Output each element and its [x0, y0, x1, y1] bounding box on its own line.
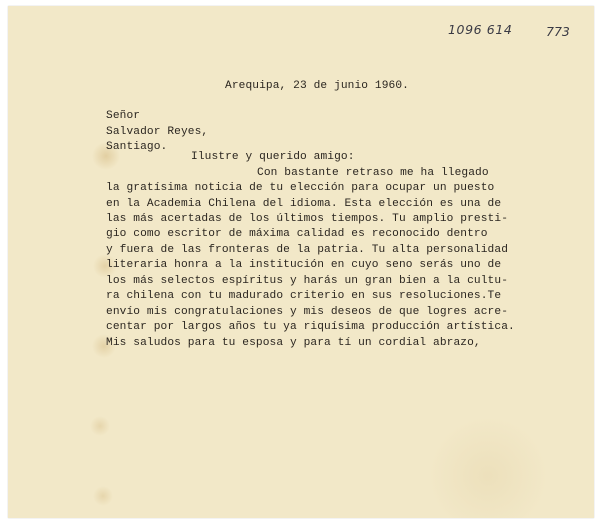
folio-number-annotation: 773: [546, 24, 570, 39]
addressee-line: Salvador Reyes,: [106, 126, 209, 138]
greeting-line: Ilustre y querido amigo:: [191, 151, 355, 163]
body-line: Mis saludos para tu esposa y para tí un cordial abrazo,: [106, 337, 481, 349]
body-line: los más selectos espíritus y harás un gran bien a la cultu-: [106, 275, 509, 287]
archive-code-annotation: 1096 614: [448, 22, 513, 37]
body-line: la gratísima noticia de tu elección para ocupar un puesto: [106, 182, 495, 194]
body-line: envío mis congratulaciones y mis deseos de que logres acre-: [106, 306, 509, 318]
body-line: gio como escritor de máxima calidad es reconocido dentro: [106, 228, 488, 240]
body-line: centar por largos años tu ya riquísima producción artística.: [106, 321, 515, 333]
body-line: Con bastante retraso me ha llegado: [257, 167, 489, 179]
body-line: literaria honra a la institución en cuyo seno serás uno de: [106, 259, 502, 271]
body-line: en la Academia Chilena del idioma. Esta elección es una de: [106, 198, 502, 210]
addressee-line: Santiago.: [106, 141, 168, 153]
body-line: ra chilena con tu madurado criterio en sus resoluciones.Te: [106, 290, 502, 302]
addressee-line: Señor: [106, 110, 141, 122]
body-line: y fuera de las fronteras de la patria. Tu alta personalidad: [106, 244, 509, 256]
date-line: Arequipa, 23 de junio 1960.: [225, 80, 409, 92]
body-line: las más acertadas de los últimos tiempos. Tu amplio presti-: [106, 213, 509, 225]
